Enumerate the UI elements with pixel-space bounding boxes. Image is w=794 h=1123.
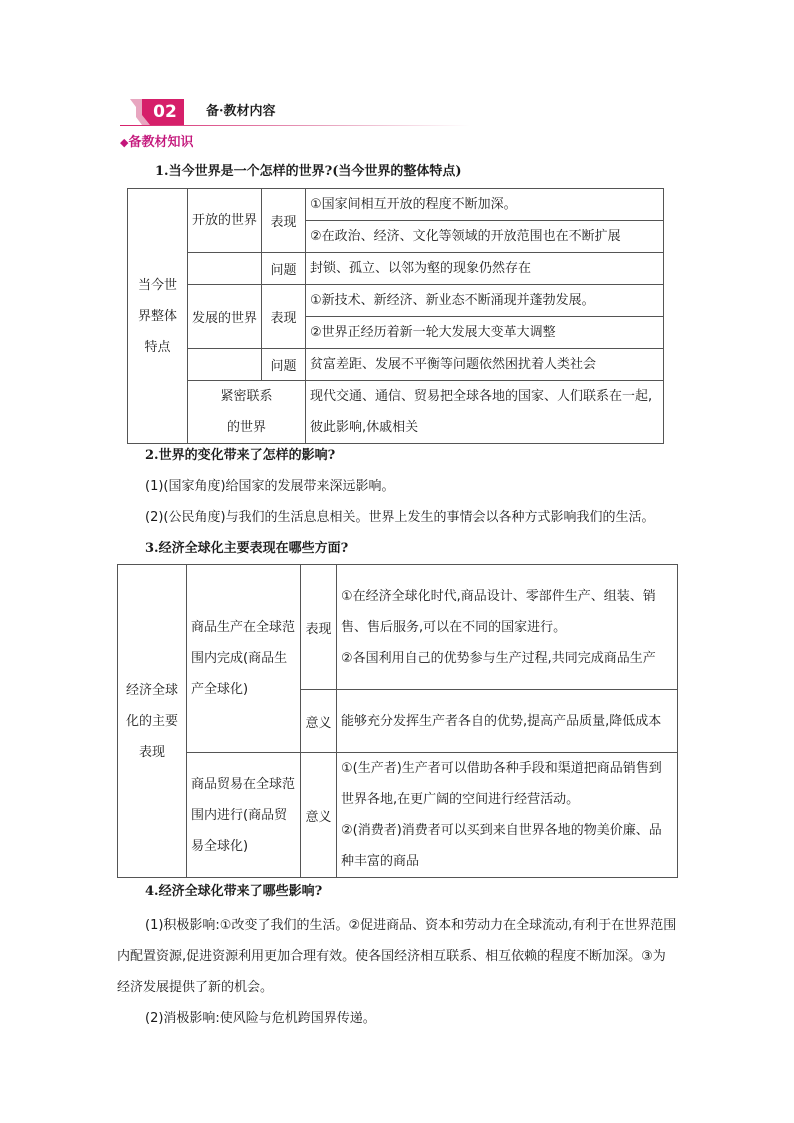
- production-yiyi-label-cell: [301, 690, 337, 753]
- table2-root-label: 经济全球化的主要表现: [125, 682, 178, 760]
- production-yiyi: 能够充分发挥生产者各自的优势,提高产品质量,降低成本: [341, 713, 662, 729]
- open-wenti-label-cell: [262, 253, 306, 285]
- dev-biaoxian-cell: [262, 285, 306, 349]
- trade-yiyi-cell: [337, 753, 678, 878]
- close-world-content: 现代交通、通信、贸易把全球各地的国家、人们联系在一起,彼此影响,休戚相关: [310, 389, 653, 435]
- open-spacer-cell: [188, 253, 262, 285]
- close-world-label: 紧密联系的世界: [220, 389, 273, 435]
- section-banner: [120, 99, 470, 127]
- banner-title: 备·教材内容: [206, 104, 276, 119]
- dev-biaoxian-1-cell: [306, 285, 664, 317]
- q4-paragraph-2: (2)消极影响:使风险与危机跨国界传递。: [145, 1011, 376, 1026]
- dev-wenti-cell: [306, 349, 664, 381]
- dev-biaoxian-2-cell: [306, 317, 664, 349]
- production-yiyi-cell: [337, 690, 678, 753]
- dev-wenti-label: 问题: [270, 359, 297, 374]
- open-biaoxian-cell: [262, 189, 306, 253]
- open-wenti-cell: [306, 253, 664, 285]
- table-globalization: [117, 564, 678, 878]
- question-3-title: 3.经济全球化主要表现在哪些方面?: [145, 541, 349, 556]
- dev-world-cell: [188, 285, 262, 349]
- open-biaoxian-2-cell: [306, 221, 664, 253]
- q4-paragraph-1: (1)积极影响:①改变了我们的生活。②促进商品、资本和劳动力在全球流动,有利于在世界范围内配置资源,促进资源利用更加合理有效。使各国经济相互联系、相互依赖的程度不断加深。③为经济发展提供了新的机会。: [117, 918, 677, 995]
- open-biaoxian-1-cell: [306, 189, 664, 221]
- production-biaoxian-1: ①在经济全球化时代,商品设计、零部件生产、组装、销售、售后服务,可以在不同的国家进行。: [341, 588, 656, 635]
- open-wenti: 封锁、孤立、以邻为壑的现象仍然存在: [310, 261, 532, 276]
- production-yiyi-label: 意义: [305, 715, 332, 731]
- open-biaoxian-1: ①国家间相互开放的程度不断加深。: [310, 197, 517, 212]
- table1-root-label: 当今世界整体特点: [137, 277, 177, 355]
- production-biaoxian-label-cell: [301, 565, 337, 690]
- production-biaoxian-2: ②各国利用自己的优势参与生产过程,共同完成商品生产: [341, 650, 656, 666]
- table2-root-cell: [118, 565, 187, 878]
- open-world-label: 开放的世界: [192, 213, 258, 228]
- dev-world-label: 发展的世界: [192, 311, 258, 326]
- open-biaoxian-2: ②在政治、经济、文化等领域的开放范围也在不断扩展: [310, 229, 621, 244]
- production-biaoxian-cell: [337, 565, 678, 690]
- trade-yiyi-1: ①(生产者)生产者可以借助各种手段和渠道把商品销售到世界各地,在更广阔的空间进行经营活动。: [341, 761, 662, 807]
- trade-yiyi-label: 意义: [305, 809, 332, 825]
- table-world-features: [127, 188, 664, 444]
- production-cell: [187, 565, 301, 753]
- close-world-cell: [188, 381, 306, 444]
- banner-underline: [120, 125, 470, 126]
- open-wenti-label: 问题: [270, 263, 297, 278]
- subheading: [120, 135, 193, 151]
- dev-biaoxian-2: ②世界正经历着新一轮大发展大变革大调整: [310, 325, 556, 340]
- q2-paragraph-2: (2)(公民角度)与我们的生活息息相关。世界上发生的事情会以各种方式影响我们的生活。: [145, 510, 655, 525]
- question-1-title: 1.当今世界是一个怎样的世界?(当今世界的整体特点): [155, 164, 462, 179]
- banner-number: 02: [153, 102, 177, 122]
- subheading-text: 备教材知识: [128, 135, 194, 150]
- production-biaoxian-label: 表现: [305, 621, 332, 637]
- question-2-title: 2.世界的变化带来了怎样的影响?: [145, 448, 336, 463]
- dev-biaoxian-1: ①新技术、新经济、新业态不断涌现并蓬勃发展。: [310, 293, 595, 308]
- question-4-title: 4.经济全球化带来了哪些影响?: [145, 884, 323, 899]
- dev-wenti-label-cell: [262, 349, 306, 381]
- trade-cell: [187, 753, 301, 878]
- open-biaoxian-label: 表现: [270, 215, 297, 230]
- trade-yiyi-label-cell: [301, 753, 337, 878]
- trade-yiyi-2: ②(消费者)消费者可以买到来自世界各地的物美价廉、品种丰富的商品: [341, 823, 662, 869]
- close-world-content-cell: [306, 381, 664, 444]
- dev-biaoxian-label: 表现: [270, 311, 297, 326]
- production-label: 商品生产在全球范围内完成(商品生产全球化): [191, 620, 296, 697]
- dev-spacer-cell: [188, 349, 262, 381]
- diamond-icon: ◆: [120, 136, 129, 149]
- dev-wenti: 贫富差距、发展不平衡等问题依然困扰着人类社会: [310, 357, 597, 372]
- table1-root-cell: [128, 189, 188, 444]
- trade-label: 商品贸易在全球范围内进行(商品贸易全球化): [191, 776, 296, 854]
- open-world-cell: [188, 189, 262, 253]
- q2-paragraph-1: (1)(国家角度)给国家的发展带来深远影响。: [145, 479, 395, 494]
